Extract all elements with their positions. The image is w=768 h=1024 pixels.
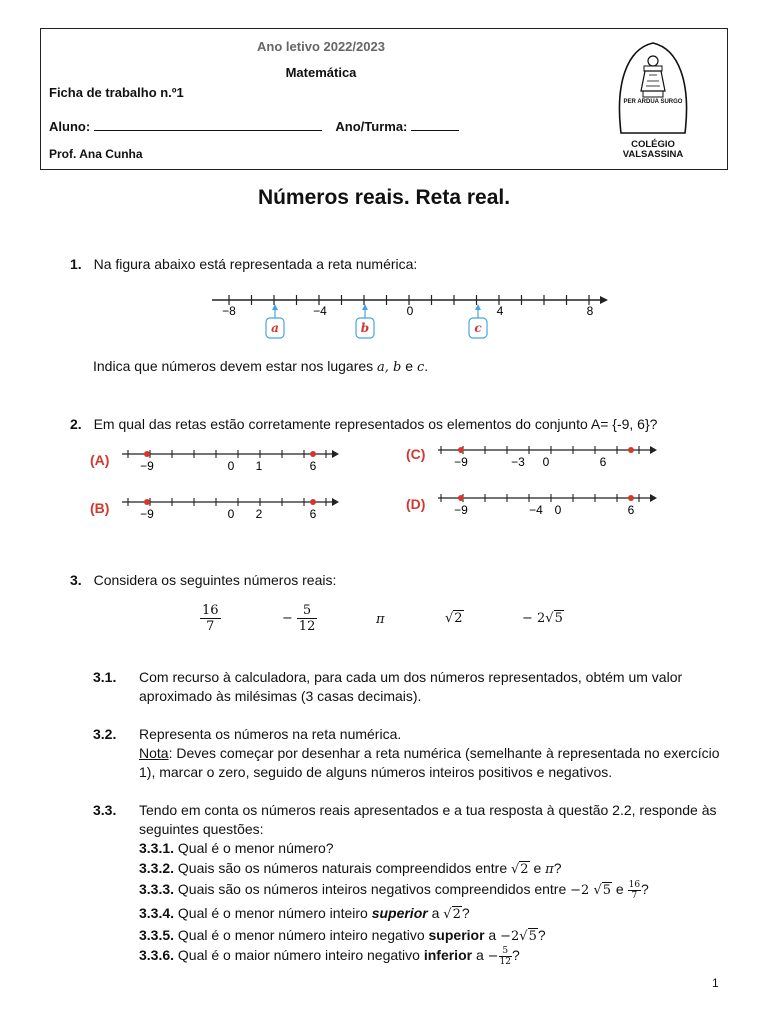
sub-text: Qual é o menor número?	[177, 840, 334, 856]
place-c-marker	[469, 304, 487, 338]
tick-label: −8	[222, 304, 236, 318]
instruction-var-c: c	[416, 360, 425, 375]
school-name-line2: VALSASSINA	[622, 149, 684, 160]
tick-label: 6	[627, 503, 635, 517]
arrow-right-icon	[600, 296, 608, 304]
place-a-label: a	[271, 321, 279, 335]
option-b-line	[120, 492, 342, 528]
sub-text: ?	[461, 905, 470, 921]
fraction-denominator: 7	[631, 891, 638, 901]
question-text: Considera os seguintes números reais:	[93, 572, 337, 588]
tick-label: 0	[227, 507, 235, 521]
point-6	[310, 499, 316, 505]
number-pi: π	[376, 612, 385, 627]
q336	[139, 946, 520, 967]
sub-number: 3.3.5.	[139, 927, 175, 943]
tick-label: 0	[554, 503, 562, 517]
q33-number	[93, 801, 116, 820]
tick-label: 6	[309, 507, 317, 521]
option-d-line	[436, 488, 662, 524]
sub-text: Quais são os números naturais compreendidos entre	[174, 860, 511, 876]
sub-number: 3.3.3.	[139, 881, 175, 898]
number-minus-2-sqrt-5: − 2√5	[522, 611, 563, 626]
q334: 3.3.4. Qual é o menor número inteiro superior a √2?	[139, 905, 470, 922]
sub-text: a	[427, 905, 444, 921]
sub-number: 3.3.2.	[139, 860, 175, 876]
tick-label: 6	[309, 459, 317, 473]
option-c-line	[436, 440, 662, 476]
school-crest-icon	[593, 39, 713, 139]
sub-text: Quais são os números inteiros negativos compreendidos entre	[177, 881, 571, 898]
arrow-right-icon	[332, 498, 339, 506]
question-1-instruction	[93, 358, 428, 375]
sub-text: a	[472, 947, 488, 964]
option-c-letter[interactable]: (C)	[406, 446, 426, 462]
minus-sign: −	[487, 949, 499, 965]
question-1	[70, 256, 417, 272]
number-16-over-7	[200, 603, 221, 634]
sub-number: 3.1.	[93, 669, 117, 685]
page-number: 1	[712, 976, 719, 990]
sub-text: ?	[537, 927, 546, 943]
question-number: 1.	[70, 256, 82, 272]
page-title: Números reais. Reta real.	[257, 186, 511, 209]
tick-label: 0	[227, 459, 235, 473]
radicand: 2	[452, 907, 461, 922]
q31-number	[93, 668, 116, 687]
place-b-label: b	[360, 321, 370, 335]
worksheet-header	[40, 28, 728, 170]
q333: 3.3.3. Quais são os números inteiros negativos compreendidos entre −2 √5 e $\frac{16}{7}$ ?	[139, 880, 649, 901]
place-b-marker	[356, 304, 374, 338]
sub-text: Qual é o maior número inteiro negativo	[177, 947, 424, 964]
sub-text: Qual é o menor número inteiro	[177, 905, 372, 921]
tick-label: 8	[586, 304, 594, 318]
class-line[interactable]	[411, 129, 459, 131]
place-c-label: c	[474, 321, 482, 335]
tick-label: −9	[140, 507, 154, 521]
subject: Matemática	[285, 65, 357, 80]
sub-text: Qual é o menor número inteiro negativo	[177, 927, 429, 943]
option-a-line	[120, 444, 342, 480]
sub-text: a	[484, 927, 501, 943]
radicand: 5	[554, 611, 563, 626]
teacher-name: Prof. Ana Cunha	[49, 147, 143, 161]
q32-number	[93, 725, 116, 744]
fraction-numerator: 5	[297, 603, 318, 619]
q31-text: Com recurso à calculadora, para cada um dos números representados, obtém um valor aproximado às milésimas (3 casas decimais).	[139, 669, 683, 704]
tick-label: −4	[313, 304, 327, 318]
school-name-line1: COLÉGIO	[631, 139, 675, 150]
student-name-line[interactable]	[94, 129, 322, 131]
q33-text: Tendo em conta os números reais apresentados e a tua resposta à questão 2.2, responde às seguintes questões:	[139, 802, 717, 837]
arrow-right-icon	[650, 494, 657, 502]
fraction-denominator: 7	[206, 619, 215, 634]
number-sqrt-2: √2	[445, 611, 463, 626]
number-line-figure	[200, 288, 610, 348]
sub-text: ?	[553, 860, 562, 876]
arrow-right-icon	[332, 450, 339, 458]
point-minus9	[144, 499, 150, 505]
coefficient: −2	[570, 883, 594, 899]
tick-label: −4	[529, 503, 543, 517]
point-6	[628, 447, 634, 453]
sub-number: 3.3.	[93, 802, 117, 818]
sub-number: 3.3.4.	[139, 905, 175, 921]
question-3	[70, 572, 336, 588]
point-minus9	[458, 495, 464, 501]
sub-number: 3.3.6.	[139, 947, 175, 964]
logo-motto: PER ARDUA SURGO	[623, 99, 683, 105]
question-2	[70, 416, 657, 432]
tick-label: 2	[255, 507, 263, 521]
tick-label: −9	[454, 503, 468, 517]
option-b-letter[interactable]: (B)	[90, 500, 110, 516]
pi-symbol: π	[545, 862, 554, 877]
q332: 3.3.2. Quais são os números naturais compreendidos entre √2 e π?	[139, 860, 562, 877]
tick-label: 1	[255, 459, 263, 473]
minus-sign: −	[282, 611, 293, 626]
tick-label: −3	[511, 455, 525, 469]
arrow-right-icon	[650, 446, 657, 454]
coefficient: −2	[500, 929, 520, 944]
sub-number: 3.2.	[93, 726, 117, 742]
sub-text: e	[529, 860, 546, 876]
instruction-mid: e	[401, 358, 417, 374]
q32-text: Representa os números na reta numérica.	[139, 726, 402, 742]
note-label: Nota	[139, 745, 169, 761]
sub-text: ?	[512, 947, 520, 964]
worksheet-number: Ficha de trabalho n.º1	[49, 85, 184, 100]
emphasis: superior	[428, 927, 485, 943]
tick-label: −9	[140, 459, 154, 473]
tick-label: 6	[599, 455, 607, 469]
tick-label: 4	[496, 304, 504, 318]
fraction-numerator: 5	[499, 946, 512, 957]
point-minus9	[144, 451, 150, 457]
sub-number: 3.3.1.	[139, 840, 175, 856]
fraction-numerator: 16	[628, 880, 641, 890]
question-number: 3.	[70, 572, 82, 588]
class-label: Ano/Turma:	[335, 119, 408, 134]
emphasis: inferior	[423, 947, 473, 964]
question-number: 2.	[70, 416, 82, 432]
coefficient: − 2	[522, 611, 546, 626]
radicand: 5	[528, 929, 537, 944]
number-minus-5-over-12	[282, 603, 317, 634]
emphasis: superior	[371, 905, 428, 921]
question-text: Em qual das retas estão corretamente representados os elementos do conjunto A= {-9, 6}?	[93, 416, 658, 432]
q335: 3.3.5. Qual é o menor número inteiro negativo superior a −2√5?	[139, 927, 546, 944]
point-minus9	[458, 447, 464, 453]
fraction-numerator: 16	[202, 603, 219, 618]
sub-text: e	[612, 881, 628, 898]
q331	[139, 839, 334, 858]
note-text: : Deves começar por desenhar a reta numérica (semelhante à representada no exercício 1), marcar o zero, seguido de alguns números inteiros positivos e negativos.	[139, 745, 720, 780]
option-d-letter[interactable]: (D)	[406, 496, 426, 512]
point-6	[310, 451, 316, 457]
fraction-denominator: 12	[298, 619, 316, 634]
sub-text: ?	[641, 881, 649, 898]
instruction-text: Indica que números devem estar nos lugares	[93, 358, 378, 374]
tick-label: 0	[406, 304, 414, 318]
point-6	[628, 495, 634, 501]
fraction-denominator: 12	[499, 957, 512, 967]
tick-label: 0	[542, 455, 550, 469]
instruction-suffix: .	[424, 358, 429, 374]
option-a-letter[interactable]: (A)	[90, 452, 110, 468]
place-a-marker	[266, 304, 284, 338]
radicand: 5	[602, 883, 612, 899]
q32-body	[139, 725, 729, 782]
radicand: 2	[520, 862, 529, 877]
school-logo	[593, 39, 713, 164]
instruction-vars: a, b	[377, 360, 402, 375]
student-row	[49, 119, 459, 134]
student-label: Aluno:	[49, 119, 91, 134]
school-year: Ano letivo 2022/2023	[257, 39, 385, 54]
tick-label: −9	[454, 455, 468, 469]
radicand: 2	[454, 611, 463, 626]
question-text: Na figura abaixo está representada a reta numérica:	[93, 256, 418, 272]
